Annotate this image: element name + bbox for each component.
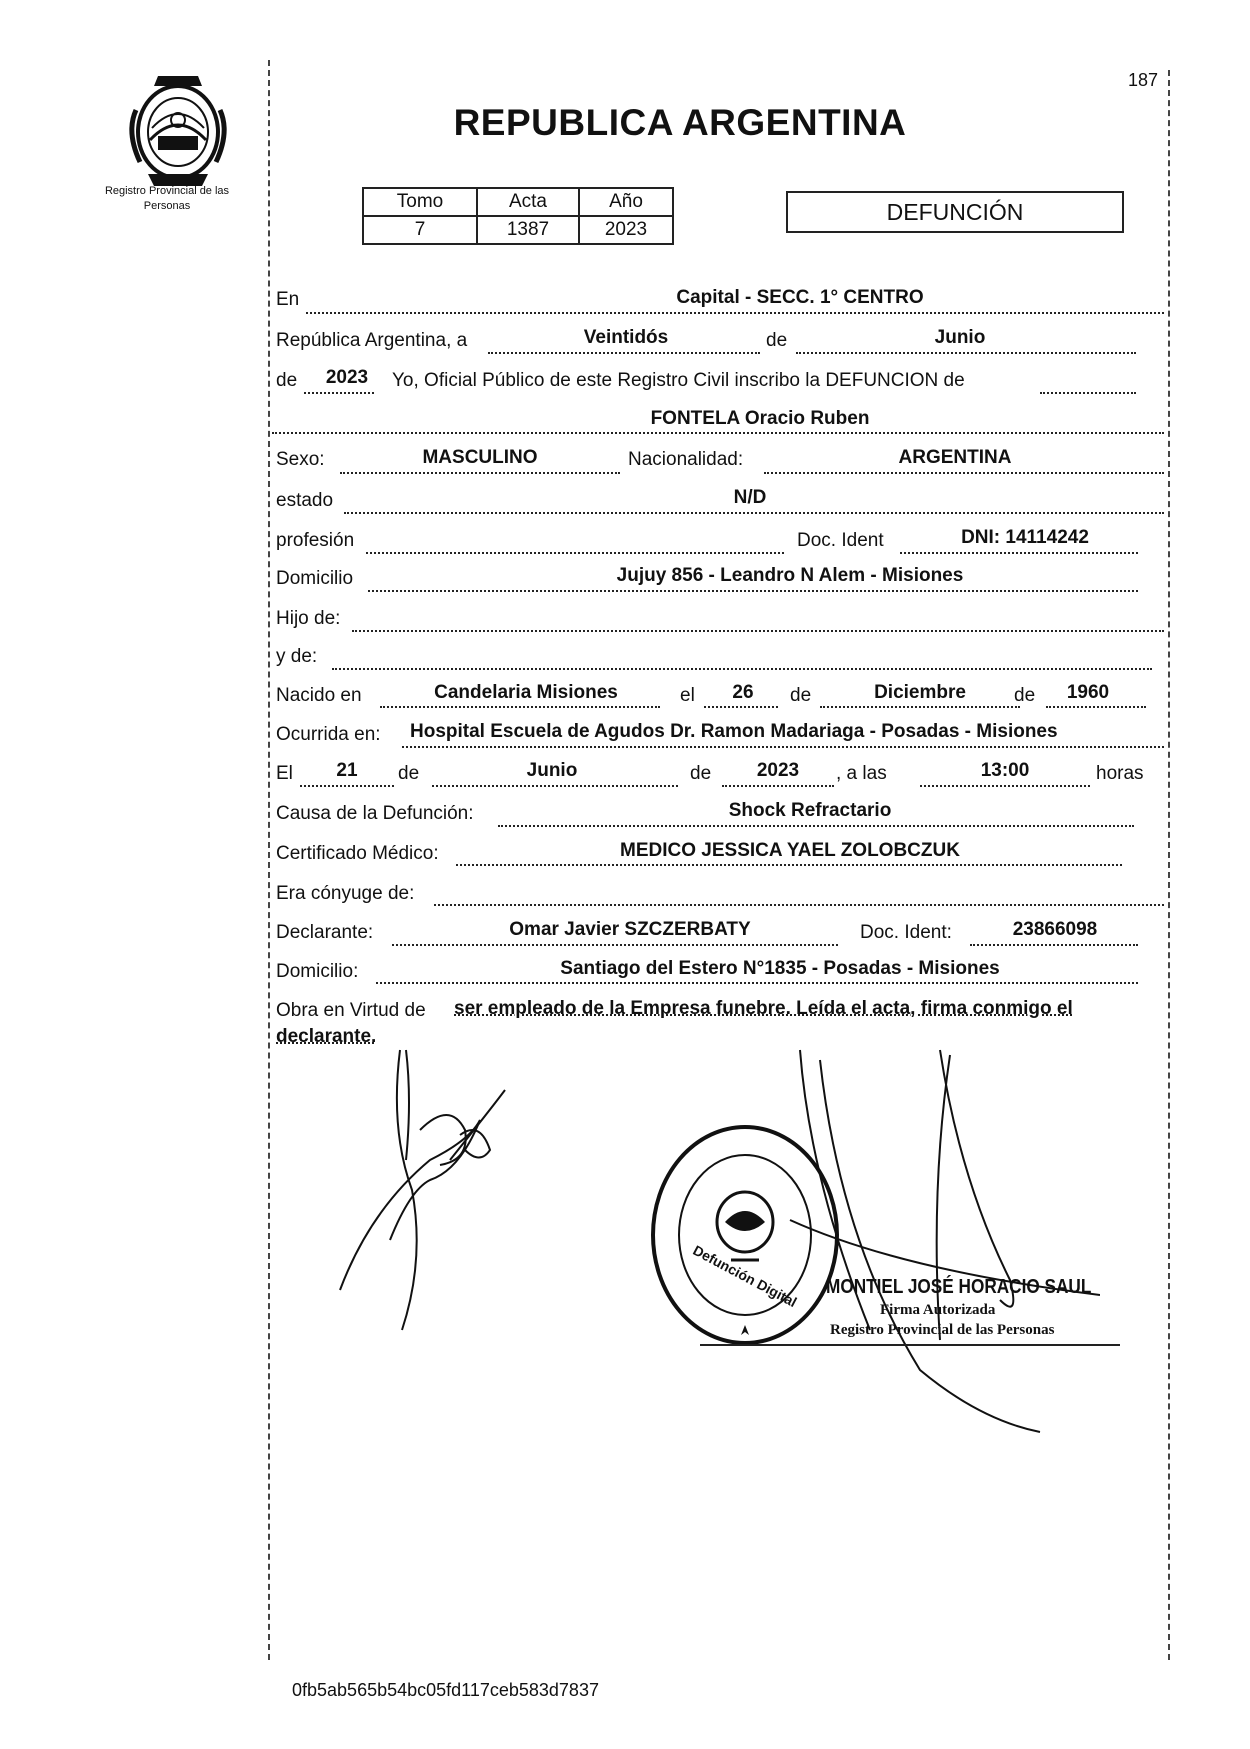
field-line bbox=[920, 785, 1090, 787]
stamp-underline bbox=[700, 1344, 1120, 1346]
field-line bbox=[456, 864, 1122, 866]
field-mes-inscripcion: Junio bbox=[934, 327, 986, 348]
label-hijo-de: Hijo de: bbox=[276, 608, 341, 629]
field-line bbox=[340, 472, 620, 474]
field-nac-dia: 26 bbox=[732, 682, 754, 703]
field-line bbox=[272, 432, 1164, 434]
field-def-anio: 2023 bbox=[756, 760, 800, 781]
label-profesion: profesión bbox=[276, 530, 355, 551]
label-nacido-en: Nacido en bbox=[276, 685, 362, 706]
record-type-box: DEFUNCIÓN bbox=[786, 191, 1124, 233]
record-table bbox=[362, 187, 674, 245]
field-line bbox=[402, 746, 1164, 748]
label-doc-ident: Doc. Ident bbox=[797, 530, 884, 551]
field-obra-line1: ser empleado de la Empresa funebre. Leída el acta, firma conmigo el bbox=[454, 998, 1073, 1019]
field-line bbox=[488, 352, 760, 354]
label-domicilio: Domicilio bbox=[276, 568, 354, 589]
label-yo-oficial: Yo, Oficial Público de este Registro Civil inscribo la DEFUNCION de bbox=[392, 370, 965, 391]
stamp-inner-text: Defunción Digital bbox=[690, 1241, 800, 1311]
field-line bbox=[796, 352, 1136, 354]
label-sexo: Sexo: bbox=[276, 449, 325, 470]
field-causa: Shock Refractario bbox=[728, 800, 892, 821]
tomo-value: 7 bbox=[363, 216, 477, 244]
field-line bbox=[432, 785, 678, 787]
field-obra-line2: declarante. bbox=[276, 1026, 377, 1047]
field-estado: N/D bbox=[733, 487, 767, 508]
field-line bbox=[820, 706, 1020, 708]
label-de: de bbox=[766, 330, 788, 351]
field-nac-mes: Diciembre bbox=[874, 682, 966, 703]
label-horas: horas bbox=[1096, 763, 1144, 784]
anio-value: 2023 bbox=[579, 216, 673, 244]
label-el-cap: El bbox=[276, 763, 293, 784]
stamp-ring-text bbox=[10, 10, 11, 11]
label-domicilio-declarante: Domicilio: bbox=[276, 961, 359, 982]
field-line bbox=[344, 512, 1164, 514]
label-a-las: , a las bbox=[836, 763, 887, 784]
label-certificado: Certificado Médico: bbox=[276, 843, 439, 864]
declarant-signature bbox=[330, 1040, 520, 1340]
field-line bbox=[970, 944, 1138, 946]
label-y-de: y de: bbox=[276, 646, 318, 667]
field-certificado: MEDICO JESSICA YAEL ZOLOBCZUK bbox=[620, 840, 960, 861]
field-nacionalidad: ARGENTINA bbox=[898, 447, 1012, 468]
official-org: Registro Provincial de las Personas bbox=[830, 1322, 1055, 1338]
official-signature bbox=[780, 1040, 1100, 1440]
label-de-year: de bbox=[276, 370, 298, 391]
page-number: 187 bbox=[1128, 70, 1159, 90]
label-nacionalidad: Nacionalidad: bbox=[628, 449, 744, 470]
official-name: MONTIEL JOSÉ HORACIO SAUL bbox=[826, 1276, 1092, 1298]
field-declarante-domicilio: Santiago del Estero N°1835 - Posadas - Misiones bbox=[560, 958, 1000, 979]
field-def-dia: 21 bbox=[336, 760, 358, 781]
label-conyuge: Era cónyuge de: bbox=[276, 883, 415, 904]
label-en: En bbox=[276, 289, 300, 310]
anio-header: Año bbox=[579, 188, 673, 216]
field-difunto: FONTELA Oracio Ruben bbox=[650, 408, 870, 429]
label-de: de bbox=[1014, 685, 1036, 706]
registry-name: Registro Provincial de las Personas bbox=[104, 185, 230, 212]
field-line bbox=[1040, 392, 1136, 394]
acta-value: 1387 bbox=[477, 216, 579, 244]
acta-header: Acta bbox=[477, 188, 579, 216]
official-role: Firma Autorizada bbox=[880, 1302, 996, 1318]
label-republica: República Argentina, a bbox=[276, 330, 468, 351]
field-line bbox=[764, 472, 1164, 474]
field-def-hora: 13:00 bbox=[980, 760, 1030, 781]
field-domicilio: Jujuy 856 - Leandro N Alem - Misiones bbox=[616, 565, 964, 586]
field-declarante: Omar Javier SZCZERBATY bbox=[509, 919, 751, 940]
left-margin-line bbox=[268, 60, 270, 1660]
field-line bbox=[722, 785, 834, 787]
field-line bbox=[900, 552, 1138, 554]
tomo-header: Tomo bbox=[363, 188, 477, 216]
field-line bbox=[704, 706, 778, 708]
field-lugar: Capital - SECC. 1° CENTRO bbox=[676, 287, 924, 308]
label-de: de bbox=[790, 685, 812, 706]
label-de: de bbox=[690, 763, 712, 784]
field-dia-inscripcion: Veintidós bbox=[583, 327, 669, 348]
label-causa: Causa de la Defunción: bbox=[276, 803, 474, 824]
field-declarante-doc: 23866098 bbox=[1012, 919, 1098, 940]
field-nac-anio: 1960 bbox=[1066, 682, 1110, 703]
label-ocurrida-en: Ocurrida en: bbox=[276, 724, 381, 745]
field-ocurrida-en: Hospital Escuela de Agudos Dr. Ramon Madariaga - Posadas - Misiones bbox=[410, 721, 1058, 742]
page-title: REPUBLICA ARGENTINA bbox=[453, 102, 907, 143]
field-line bbox=[332, 668, 1152, 670]
field-line bbox=[368, 590, 1138, 592]
field-line bbox=[366, 552, 784, 554]
label-el: el bbox=[680, 685, 695, 706]
field-line bbox=[352, 630, 1164, 632]
right-margin-line bbox=[1168, 70, 1170, 1660]
field-line bbox=[498, 825, 1134, 827]
field-def-mes: Junio bbox=[526, 760, 578, 781]
field-nacido-en: Candelaria Misiones bbox=[434, 682, 618, 703]
field-doc-ident: DNI: 14114242 bbox=[961, 527, 1089, 548]
field-line bbox=[1046, 706, 1146, 708]
label-doc-ident-declarante: Doc. Ident: bbox=[860, 922, 952, 943]
field-line bbox=[300, 785, 394, 787]
document-hash: 0fb5ab565b54bc05fd117ceb583d7837 bbox=[292, 1680, 599, 1700]
field-line bbox=[304, 392, 374, 394]
field-line bbox=[392, 944, 838, 946]
field-line bbox=[434, 904, 1164, 906]
field-line bbox=[306, 312, 1164, 314]
label-estado: estado bbox=[276, 490, 334, 511]
province-emblem bbox=[118, 70, 238, 190]
field-line bbox=[376, 982, 1138, 984]
field-line bbox=[380, 706, 660, 708]
field-anio-inscripcion: 2023 bbox=[325, 367, 369, 388]
label-declarante: Declarante: bbox=[276, 922, 374, 943]
label-obra: Obra en Virtud de bbox=[276, 1000, 426, 1021]
label-de: de bbox=[398, 763, 420, 784]
field-sexo: MASCULINO bbox=[422, 447, 538, 468]
